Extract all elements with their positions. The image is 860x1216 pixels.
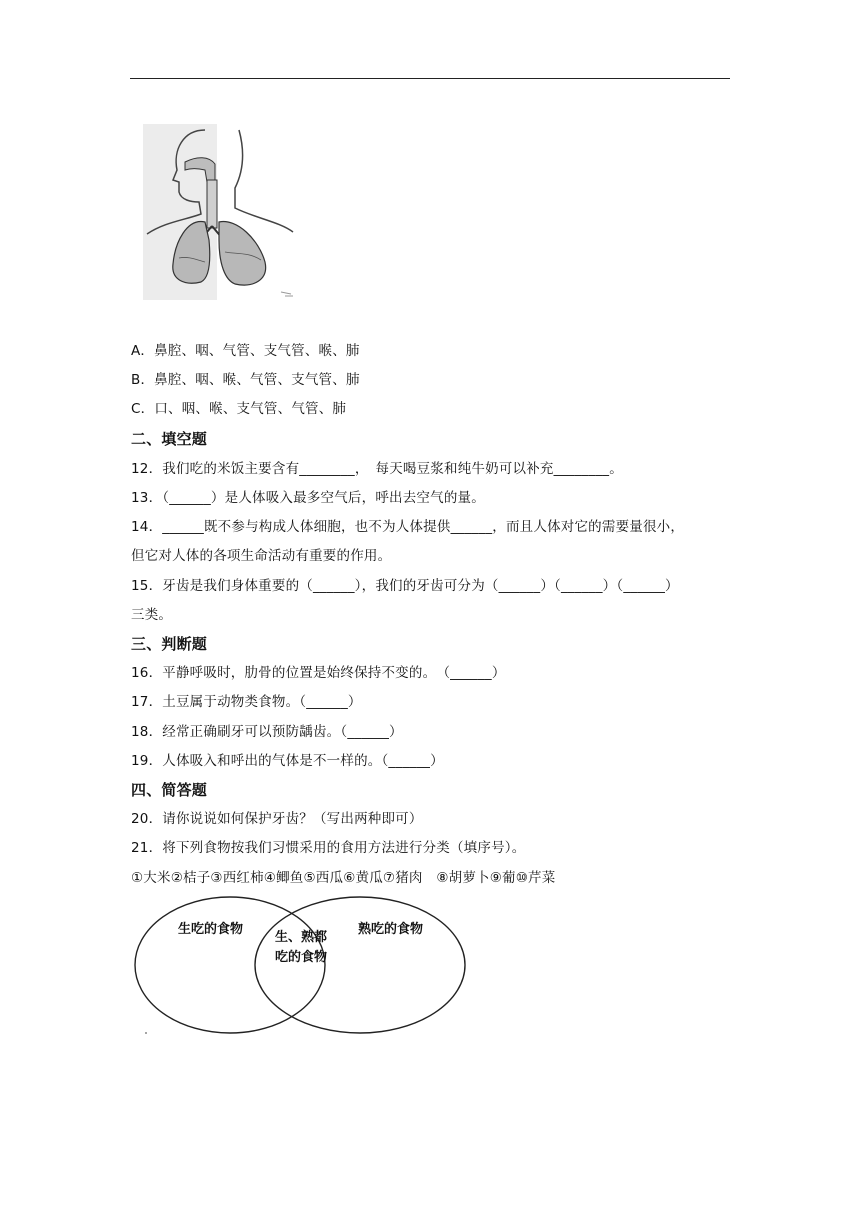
venn-diagram <box>130 895 480 1040</box>
section-true-false: 三、判断题 <box>131 635 208 653</box>
option-c: C．口、咽、喉、支气管、气管、肺 <box>131 401 347 417</box>
venn-left-circle <box>135 897 328 1033</box>
venn-label-cooked: 熟吃的食物 <box>358 922 424 937</box>
question-17: 17．土豆属于动物类食物。（______） <box>131 694 362 710</box>
top-rule <box>130 78 730 79</box>
question-18: 18．经常正确刷牙可以预防龋齿。（______） <box>131 724 403 740</box>
question-19: 19．人体吸入和呼出的气体是不一样的。（______） <box>131 753 444 769</box>
question-15-line1: 15．牙齿是我们身体重要的（______），我们的牙齿可分为（______）（______）（______） <box>131 578 679 594</box>
question-16: 16．平静呼吸时，肋骨的位置是始终保持不变的。 （______） <box>131 665 506 681</box>
question-14-line1: 14．______既不参与构成人体细胞，也不为人体提供______，而且人体对它的需要量很小， <box>131 519 685 535</box>
venn-label-raw: 生吃的食物 <box>178 922 244 937</box>
option-b: B．鼻腔、咽、喉、气管、支气管、肺 <box>131 372 360 388</box>
question-20: 20．请你说说如何保护牙齿？（写出两种即可） <box>131 811 423 827</box>
section-short-answer: 四、简答题 <box>131 781 208 799</box>
option-a: A．鼻腔、咽、气管、支气管、喉、肺 <box>131 343 360 359</box>
question-13: 13．（______）是人体吸入最多空气后，呼出去空气的量。 <box>131 490 485 506</box>
question-12: 12．我们吃的米饭主要含有________， 每天喝豆浆和纯牛奶可以补充________。 <box>131 461 623 477</box>
venn-label-both-line2: 吃的食物 <box>275 950 328 965</box>
venn-label-both-line1: 生、熟都 <box>275 930 328 945</box>
section-fill-blank: 二、填空题 <box>131 430 208 448</box>
respiratory-system-figure <box>135 122 305 302</box>
question-21: 21．将下列食物按我们习惯采用的食用方法进行分类（填序号）。 <box>131 840 526 856</box>
question-21-food-list: ①大米②桔子③西红柿④鲫鱼⑤西瓜⑥黄瓜⑦猪肉 ⑧胡萝卜⑨葡⑩芹菜 <box>131 870 556 886</box>
venn-right-circle <box>255 897 465 1033</box>
question-15-line2: 三类。 <box>131 607 173 623</box>
question-14-line2: 但它对人体的各项生命活动有重要的作用。 <box>131 548 392 564</box>
